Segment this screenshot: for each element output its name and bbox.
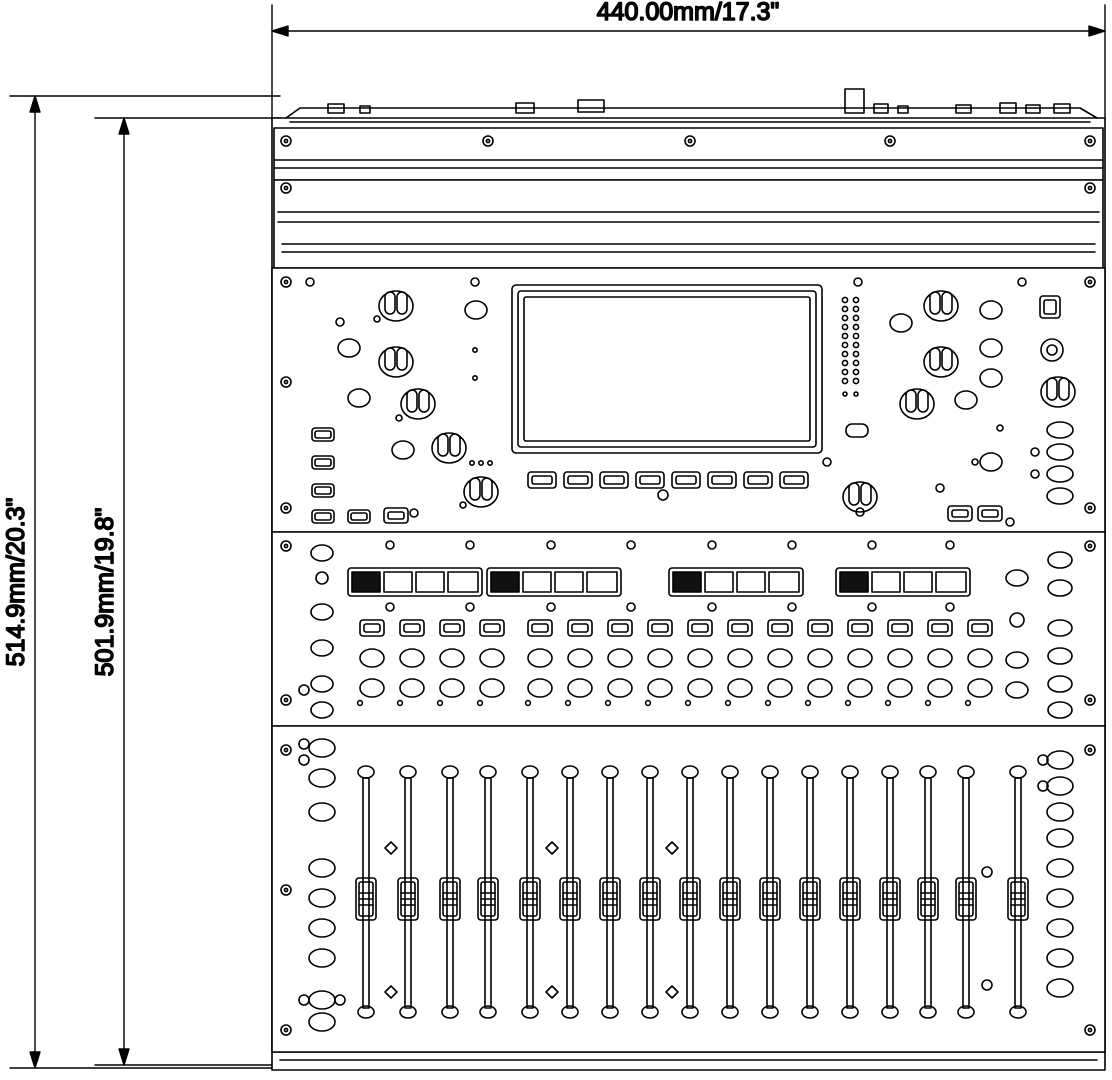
top-rail [274, 128, 1103, 268]
main-display [512, 285, 822, 453]
arrow-right [1089, 26, 1105, 36]
height-inner-dimension-label: 501.9mm/19.8" [91, 507, 119, 677]
arrow-left [272, 26, 288, 36]
fader-section [272, 726, 1105, 1052]
upper-control-surface [272, 268, 1105, 532]
channel-strip-section [272, 532, 1105, 726]
arrow-up-outer [30, 96, 40, 112]
height-outer-dimension-label: 514.9mm/20.3" [2, 497, 30, 667]
arrow-up-inner [119, 118, 129, 134]
arrow-down-outer [30, 1052, 40, 1068]
width-dimension-label: 440.00mm/17.3" [596, 0, 780, 26]
arrow-down-inner [119, 1049, 129, 1065]
rear-connector-strip [328, 89, 1070, 113]
